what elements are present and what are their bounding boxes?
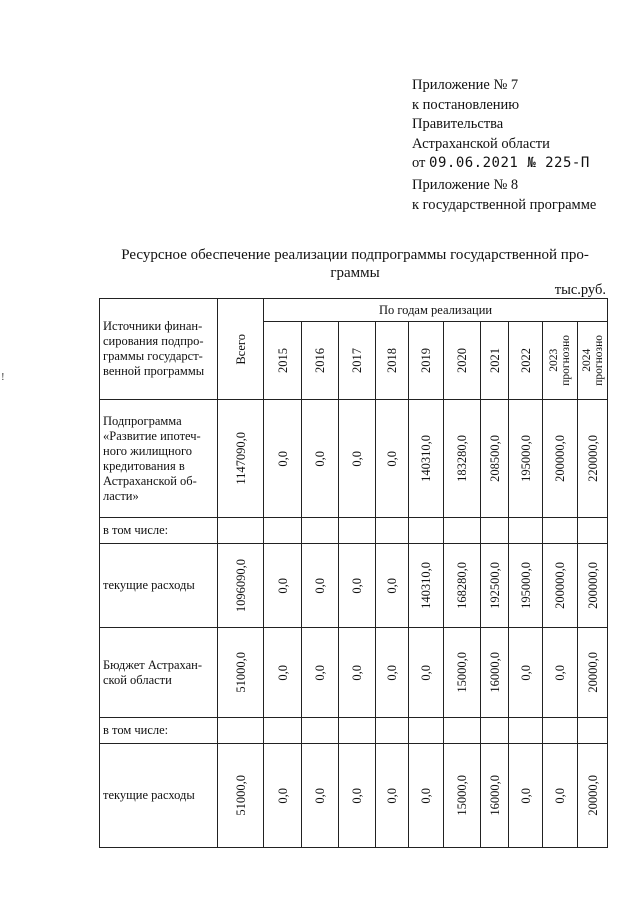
row-value-cell bbox=[376, 400, 409, 518]
header-total: Всего bbox=[233, 333, 248, 365]
row-value: 0,0 bbox=[553, 664, 567, 681]
row-value-cell bbox=[543, 628, 578, 718]
row-total: 1096090,0 bbox=[233, 558, 248, 613]
row-value-cell bbox=[339, 400, 376, 518]
row-value-cell bbox=[376, 544, 409, 628]
year-header-cell bbox=[481, 322, 509, 400]
row-value-cell bbox=[264, 544, 302, 628]
year-header: 2017 bbox=[350, 348, 364, 373]
year-header: 2020 bbox=[455, 348, 469, 373]
title-line1: Ресурсное обеспечение реализации подпрограммы государственной про- bbox=[121, 247, 589, 263]
year-header: 2019 bbox=[419, 348, 433, 373]
row-value: 16000,0 bbox=[487, 775, 502, 816]
row-value-cell bbox=[409, 628, 444, 718]
row-value: 0,0 bbox=[385, 787, 399, 804]
row-value: 0,0 bbox=[313, 450, 327, 467]
row-value-cell bbox=[409, 544, 444, 628]
row-total-cell bbox=[218, 400, 264, 518]
row-value: 200000,0 bbox=[585, 562, 600, 609]
row-value: 20000,0 bbox=[585, 775, 600, 816]
row-value-cell bbox=[509, 744, 543, 848]
appendix-7-line4: Астраханской области bbox=[412, 135, 550, 152]
appendix-7-line2: к постановлению bbox=[412, 96, 520, 113]
year-header-cell bbox=[339, 322, 376, 400]
year-header: 2021 bbox=[487, 348, 502, 373]
year-header-cell bbox=[409, 322, 444, 400]
year-header: 2023 прогнозно bbox=[548, 335, 572, 386]
year-header: 2018 bbox=[385, 348, 399, 373]
row-value-cell bbox=[302, 628, 339, 718]
row-value-cell bbox=[481, 544, 509, 628]
resource-table bbox=[99, 298, 608, 848]
row-value-cell bbox=[578, 400, 608, 518]
row-value-cell bbox=[302, 544, 339, 628]
row-value: 16000,0 bbox=[487, 652, 502, 693]
margin-mark: ! bbox=[1, 371, 5, 383]
row-value: 0,0 bbox=[350, 577, 364, 594]
row-value: 0,0 bbox=[275, 787, 290, 804]
table-row bbox=[100, 400, 608, 518]
row-value-cell bbox=[376, 628, 409, 718]
row-value-cell bbox=[481, 628, 509, 718]
document-title bbox=[100, 246, 610, 282]
row-value-cell bbox=[509, 400, 543, 518]
row-value: 200000,0 bbox=[553, 435, 567, 482]
row-value: 0,0 bbox=[350, 664, 364, 681]
row-value: 0,0 bbox=[313, 577, 327, 594]
row-value-cell bbox=[339, 628, 376, 718]
year-header-cell bbox=[264, 322, 302, 400]
row-value-cell bbox=[339, 544, 376, 628]
row-value-cell bbox=[409, 400, 444, 518]
row-value-cell bbox=[444, 400, 481, 518]
row-value: 0,0 bbox=[350, 450, 364, 467]
row-value-cell bbox=[302, 744, 339, 848]
row-value: 15000,0 bbox=[455, 775, 469, 816]
year-header-cell bbox=[578, 322, 608, 400]
row-value-cell bbox=[264, 744, 302, 848]
year-header-cell bbox=[302, 322, 339, 400]
row-value: 0,0 bbox=[385, 450, 399, 467]
year-header-cell bbox=[543, 322, 578, 400]
year-header: 2024 прогнозно bbox=[580, 335, 605, 386]
unit-label: тыс.руб. bbox=[554, 282, 606, 298]
table-row-subheader bbox=[100, 718, 608, 744]
row-total-cell bbox=[218, 628, 264, 718]
row-value: 140310,0 bbox=[419, 562, 433, 609]
row-value: 0,0 bbox=[419, 787, 433, 804]
table-row bbox=[100, 628, 608, 718]
row-value-cell bbox=[302, 400, 339, 518]
table-row-subheader bbox=[100, 518, 608, 544]
year-header: 2022 bbox=[518, 348, 533, 373]
row-value-cell bbox=[444, 544, 481, 628]
header-years-group: По годам реализации bbox=[264, 299, 608, 322]
row-value: 0,0 bbox=[553, 787, 567, 804]
row-value-cell bbox=[578, 544, 608, 628]
row-value: 208500,0 bbox=[487, 435, 502, 482]
row-value: 0,0 bbox=[385, 664, 399, 681]
table-row bbox=[100, 544, 608, 628]
row-value-cell bbox=[376, 744, 409, 848]
appendix-7-line3: Правительства bbox=[412, 116, 504, 132]
date-prefix: от bbox=[412, 155, 426, 171]
table-row bbox=[100, 744, 608, 848]
row-value-cell bbox=[264, 628, 302, 718]
row-total: 51000,0 bbox=[233, 652, 248, 693]
row-value: 0,0 bbox=[313, 787, 327, 804]
year-header: 2016 bbox=[313, 348, 327, 373]
row-value: 140310,0 bbox=[419, 435, 433, 482]
row-value-cell bbox=[409, 744, 444, 848]
row-value: 168280,0 bbox=[455, 562, 469, 609]
appendix-8-title: Приложение № 8 bbox=[412, 177, 519, 193]
row-value: 0,0 bbox=[518, 787, 533, 804]
row-value-cell bbox=[509, 628, 543, 718]
year-header: 2015 bbox=[275, 348, 290, 373]
row-total: 51000,0 bbox=[233, 775, 248, 816]
row-value-cell bbox=[481, 744, 509, 848]
row-value: 195000,0 bbox=[518, 435, 533, 482]
row-value: 183280,0 bbox=[455, 435, 469, 482]
row-value: 0,0 bbox=[275, 450, 290, 467]
row-value: 220000,0 bbox=[585, 435, 600, 482]
row-value: 0,0 bbox=[275, 577, 290, 594]
row-total-cell bbox=[218, 744, 264, 848]
row-label: Бюджет Астрахан-ской области bbox=[100, 628, 218, 718]
appendix-7-date-line bbox=[412, 154, 590, 174]
header-source: Источники финан-сирования подпро-граммы государст-венной программы bbox=[100, 299, 218, 400]
row-value-cell bbox=[578, 628, 608, 718]
appendix-7-title: Приложение № 7 bbox=[412, 77, 519, 93]
row-value: 0,0 bbox=[385, 577, 399, 594]
row-value-cell bbox=[444, 744, 481, 848]
year-header-cell bbox=[509, 322, 543, 400]
row-value: 192500,0 bbox=[487, 562, 502, 609]
appendix-8-line2: к государственной программе bbox=[412, 196, 597, 213]
row-value-cell bbox=[339, 744, 376, 848]
row-value: 20000,0 bbox=[585, 652, 600, 693]
appendix-7-block bbox=[412, 76, 590, 174]
header-total-cell bbox=[218, 299, 264, 400]
row-value-cell bbox=[578, 744, 608, 848]
row-value: 0,0 bbox=[419, 664, 433, 681]
row-value: 200000,0 bbox=[553, 562, 567, 609]
row-label: Подпрограмма «Развитие ипотеч-ного жилищного кредитования в Астраханской об-ласти» bbox=[100, 400, 218, 518]
date-number: 09.06.2021 № 225-П bbox=[429, 155, 590, 171]
row-value: 0,0 bbox=[313, 664, 327, 681]
row-value-cell bbox=[543, 544, 578, 628]
row-value-cell bbox=[264, 400, 302, 518]
year-header-cell bbox=[376, 322, 409, 400]
row-value: 195000,0 bbox=[518, 562, 533, 609]
row-label: текущие расходы bbox=[100, 744, 218, 848]
title-line2: граммы bbox=[330, 265, 380, 281]
row-total-cell bbox=[218, 544, 264, 628]
row-value-cell bbox=[444, 628, 481, 718]
year-header-cell bbox=[444, 322, 481, 400]
row-total: 1147090,0 bbox=[233, 432, 248, 485]
row-value: 0,0 bbox=[275, 664, 290, 681]
row-value: 0,0 bbox=[350, 787, 364, 804]
row-value: 15000,0 bbox=[455, 652, 469, 693]
row-value-cell bbox=[543, 400, 578, 518]
subheader-label: в том числе: bbox=[100, 718, 218, 744]
row-label: текущие расходы bbox=[100, 544, 218, 628]
row-value: 0,0 bbox=[518, 664, 533, 681]
row-value-cell bbox=[481, 400, 509, 518]
subheader-label: в том числе: bbox=[100, 518, 218, 544]
row-value-cell bbox=[509, 544, 543, 628]
row-value-cell bbox=[543, 744, 578, 848]
appendix-8-block bbox=[412, 176, 596, 215]
